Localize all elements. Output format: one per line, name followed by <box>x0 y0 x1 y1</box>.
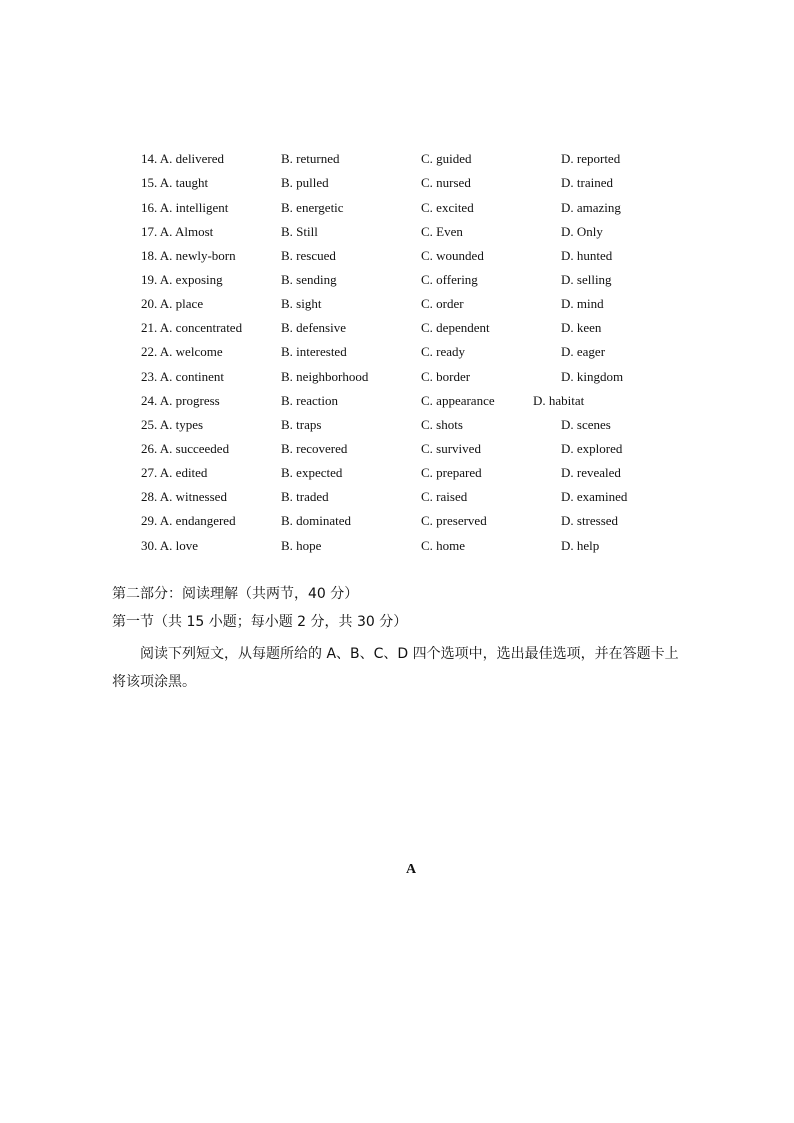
option-b: B. sight <box>281 296 322 311</box>
option-c: C. ready <box>421 344 466 359</box>
option-a: 27. A. edited <box>141 465 208 480</box>
question-row-21 <box>0 318 794 338</box>
option-d: D. keen <box>561 320 602 335</box>
option-a: 21. A. concentrated <box>141 320 243 335</box>
option-a: 28. A. witnessed <box>141 489 227 504</box>
option-d: D. help <box>561 538 600 553</box>
option-a: 25. A. types <box>141 417 204 432</box>
option-b: B. traps <box>281 417 322 432</box>
option-d: D. reported <box>561 151 621 166</box>
option-c: C. Even <box>421 224 463 239</box>
question-row-27 <box>0 463 794 483</box>
option-c: C. raised <box>421 489 468 504</box>
option-b: B. traded <box>281 489 329 504</box>
question-row-18 <box>0 246 794 266</box>
option-d: D. selling <box>561 272 612 287</box>
option-c: C. nursed <box>421 175 471 190</box>
option-c: C. wounded <box>421 248 484 263</box>
option-b: B. reaction <box>281 393 339 408</box>
option-c: C. dependent <box>421 320 490 335</box>
option-b: B. defensive <box>281 320 346 335</box>
option-c: C. prepared <box>421 465 482 480</box>
question-row-24 <box>0 391 794 411</box>
question-row-26 <box>0 439 794 459</box>
option-d: D. scenes <box>561 417 611 432</box>
option-a: 18. A. newly-born <box>141 248 236 263</box>
option-d: D. stressed <box>561 513 619 528</box>
question-row-17 <box>0 222 794 242</box>
option-d: D. revealed <box>561 465 621 480</box>
option-d: D. hunted <box>561 248 613 263</box>
option-c: C. preserved <box>421 513 487 528</box>
option-b: B. energetic <box>281 200 344 215</box>
option-d: D. mind <box>561 296 604 311</box>
option-c: C. border <box>421 369 471 384</box>
option-a: 17. A. Almost <box>141 224 214 239</box>
option-d: D. kingdom <box>561 369 624 384</box>
option-a: 24. A. progress <box>141 393 220 408</box>
question-row-20 <box>0 294 794 314</box>
option-d: D. amazing <box>561 200 621 215</box>
question-row-29 <box>0 511 794 531</box>
option-b: B. interested <box>281 344 347 359</box>
section-heading: 第一节（共 15 小题；每小题 2 分，共 30 分） <box>112 614 408 630</box>
option-a: 22. A. welcome <box>141 344 223 359</box>
question-row-16 <box>0 198 794 218</box>
option-b: B. Still <box>281 224 318 239</box>
option-c: C. home <box>421 538 466 553</box>
option-d: D. Only <box>561 224 603 239</box>
question-row-25 <box>0 415 794 435</box>
instructions: 阅读下列短文，从每题所给的 A、B、C、D 四个选项中，选出最佳选项，并在答题卡上将该项涂黑。 <box>112 646 679 690</box>
option-d: D. eager <box>561 344 606 359</box>
option-a: 26. A. succeeded <box>141 441 230 456</box>
question-row-19 <box>0 270 794 290</box>
option-a: 16. A. intelligent <box>141 200 229 215</box>
option-d: D. habitat <box>533 393 585 408</box>
option-c: C. guided <box>421 151 472 166</box>
question-row-30 <box>0 536 794 556</box>
option-a: 14. A. delivered <box>141 151 225 166</box>
option-c: C. offering <box>421 272 478 287</box>
option-a: 15. A. taught <box>141 175 209 190</box>
option-d: D. examined <box>561 489 628 504</box>
option-b: B. dominated <box>281 513 352 528</box>
option-a: 30. A. love <box>141 538 199 553</box>
option-b: B. returned <box>281 151 340 166</box>
part-heading: 第二部分：阅读理解（共两节，40 分） <box>112 586 359 602</box>
option-b: B. neighborhood <box>281 369 369 384</box>
question-row-28 <box>0 487 794 507</box>
option-b: B. hope <box>281 538 322 553</box>
passage-letter: A <box>405 862 417 877</box>
option-a: 19. A. exposing <box>141 272 223 287</box>
question-row-14 <box>0 149 794 169</box>
option-a: 23. A. continent <box>141 369 225 384</box>
option-c: C. excited <box>421 200 474 215</box>
question-row-22 <box>0 342 794 362</box>
option-d: D. trained <box>561 175 613 190</box>
option-a: 20. A. place <box>141 296 204 311</box>
option-c: C. survived <box>421 441 481 456</box>
option-b: B. recovered <box>281 441 348 456</box>
option-c: C. order <box>421 296 464 311</box>
option-b: B. rescued <box>281 248 336 263</box>
option-b: B. pulled <box>281 175 329 190</box>
option-b: B. expected <box>281 465 343 480</box>
option-d: D. explored <box>561 441 623 456</box>
option-b: B. sending <box>281 272 337 287</box>
option-c: C. shots <box>421 417 463 432</box>
question-row-23 <box>0 367 794 387</box>
question-row-15 <box>0 173 794 193</box>
option-c: C. appearance <box>421 393 495 408</box>
option-a: 29. A. endangered <box>141 513 236 528</box>
